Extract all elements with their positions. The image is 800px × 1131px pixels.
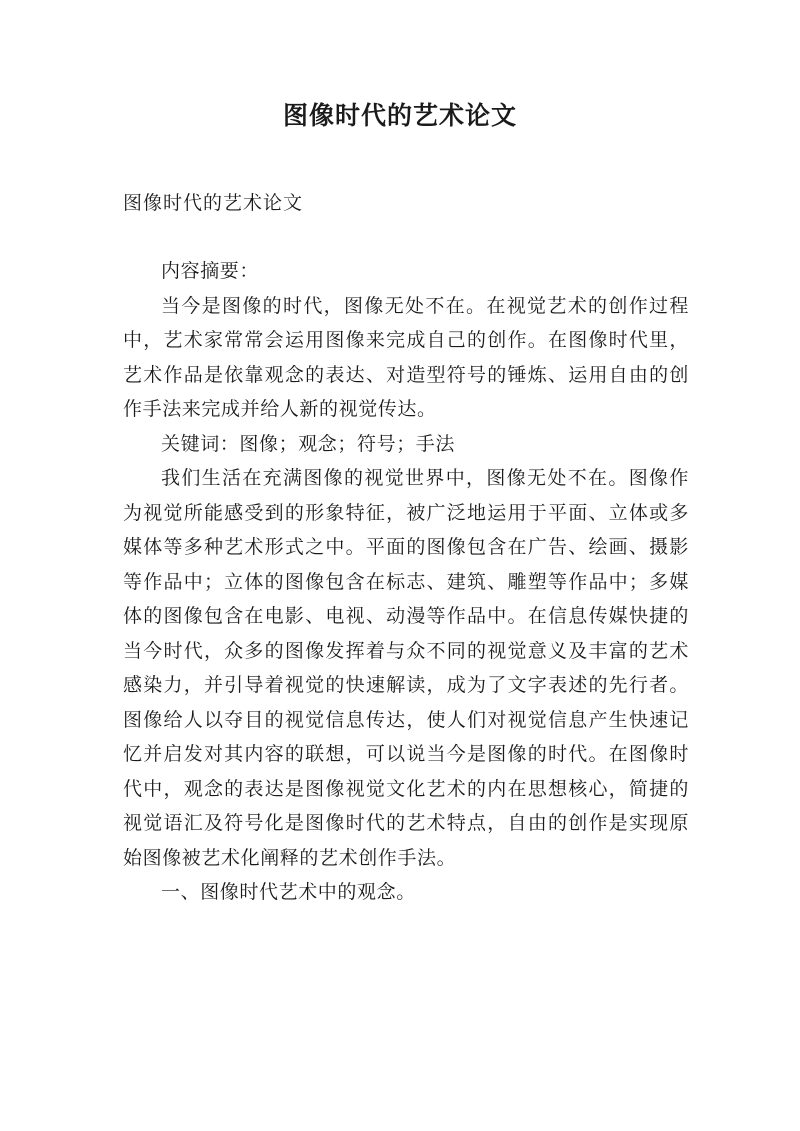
keywords-line: 关键词：图像；观念；符号；手法 [161,432,456,455]
document-title: 图像时代的艺术论文 [282,101,517,130]
abstract-heading: 内容摘要： [161,260,260,282]
abstract-paragraph: 当今是图像的时代，图像无处不在。在视觉艺术的创作过程中，艺术家常常会运用图像来完成自己的创作。在图像时代里，艺术作品是依靠观念的表达、对造型符号的锤炼、运用自由的创作手法来完成并给人新的视觉传达。 [123,294,689,420]
section-heading: 一、图像时代艺术中的观念。 [161,881,416,903]
body-paragraph: 我们生活在充满图像的视觉世界中，图像无处不在。图像作为视觉所能感受到的形象特征，被广泛地运用于平面、立体或多媒体等多种艺术形式之中。平面的图像包含在广告、绘画、摄影等作品中；立体的图像包含在标志、建筑、雕塑等作品中；多媒体的图像包含在电影、电视、动漫等作品中。在信息传媒快捷的当今时代，众多的图像发挥着与众不同的视觉意义及丰富的艺术感染力，并引导着视觉的快速解读，成为了文字表述的先行者。图像给人以夺目的视觉信息传达，使人们对视觉信息产生快速记忆并启发对其内容的联想，可以说当今是图像的时代。在图像时代中，观念的表达是图像视觉文化艺术的内在思想核心，简捷的视觉语汇及符号化是图像时代的艺术特点，自由的创作是实现原始图像被艺术化阐释的艺术创作手法。 [123,467,689,869]
document-subtitle: 图像时代的艺术论文 [123,192,304,214]
document-body [123,254,689,910]
